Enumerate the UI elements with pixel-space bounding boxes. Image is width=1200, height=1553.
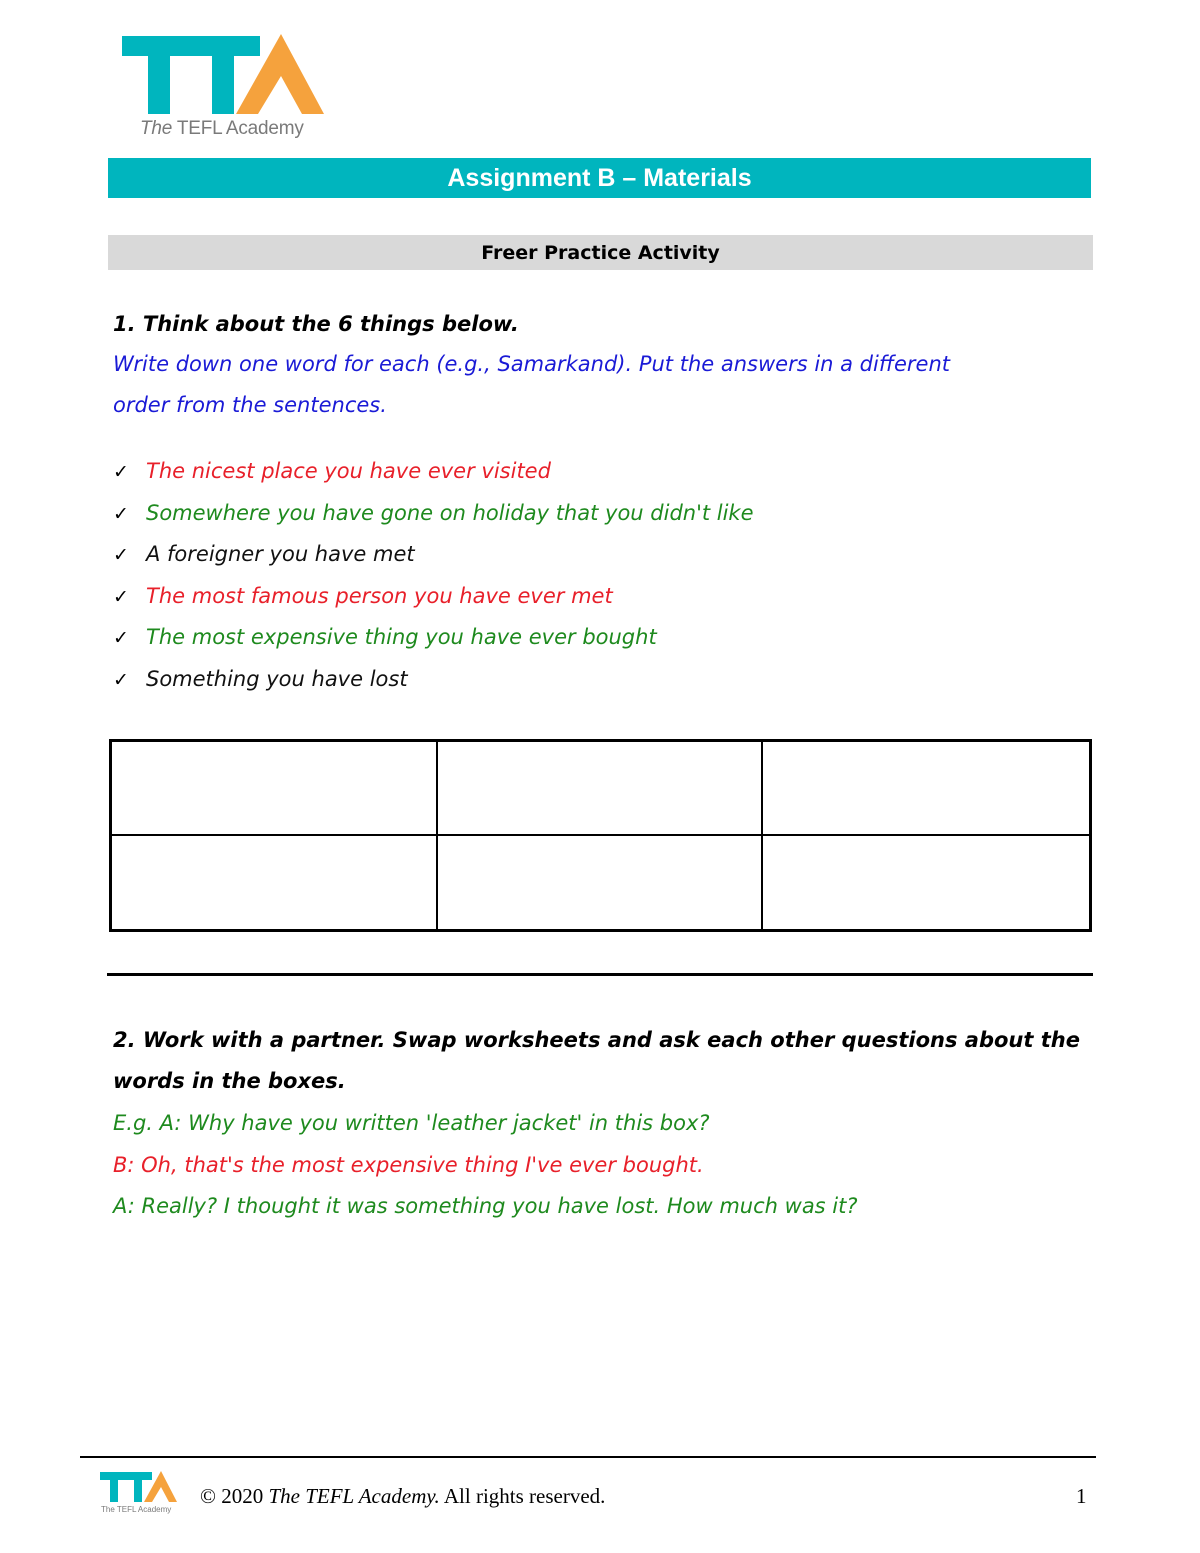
footer-rule xyxy=(80,1456,1096,1458)
checklist-item: ✓ Somewhere you have gone on holiday that you didn't like xyxy=(113,497,754,539)
dialogue-line: A: Really? I thought it was something you have lost. How much was it? xyxy=(113,1194,858,1218)
checklist-item: ✓ The most famous person you have ever met xyxy=(113,580,754,622)
checkmark-icon: ✓ xyxy=(113,668,129,691)
checklist-item: ✓ Something you have lost xyxy=(113,663,754,705)
answer-box[interactable] xyxy=(763,742,1089,836)
section-divider xyxy=(107,973,1093,976)
answer-box[interactable] xyxy=(438,836,764,930)
checkmark-icon: ✓ xyxy=(113,585,129,608)
tta-logo-mark xyxy=(118,30,328,120)
answer-box[interactable] xyxy=(763,836,1089,930)
checklist-item: ✓ The most expensive thing you have ever bought xyxy=(113,621,754,663)
checkmark-icon: ✓ xyxy=(113,502,129,525)
footer-logo xyxy=(99,1468,177,1514)
dialogue-line: B: Oh, that's the most expensive thing I've ever bought. xyxy=(113,1153,704,1177)
tta-small-logo-icon xyxy=(99,1468,177,1514)
footer-logo-caption: The TEFL Academy xyxy=(101,1505,172,1514)
section1-instruction-line2: order from the sentences. xyxy=(113,393,387,417)
activity-subtitle: Freer Practice Activity xyxy=(108,235,1093,270)
checkmark-icon: ✓ xyxy=(113,544,129,566)
section1-instruction-line1: Write down one word for each (e.g., Samarkand). Put the answers in a different xyxy=(113,352,951,376)
checklist-item: ✓ A foreigner you have met xyxy=(113,538,754,580)
checkmark-icon: ✓ xyxy=(113,461,129,483)
answer-box[interactable] xyxy=(112,836,438,930)
answer-box[interactable] xyxy=(112,742,438,836)
checklist-item: ✓ The nicest place you have ever visited xyxy=(113,455,754,497)
copyright-notice: © 2020 The TEFL Academy. All rights reserved. xyxy=(200,1484,606,1508)
dialogue-line: E.g. A: Why have you written 'leather jacket' in this box? xyxy=(113,1111,710,1135)
logo-caption: The TEFL Academy xyxy=(140,118,304,139)
things-checklist xyxy=(113,455,754,704)
section2-heading-line1: 2. Work with a partner. Swap worksheets and ask each other questions about the xyxy=(113,1028,1080,1052)
answer-box[interactable] xyxy=(438,742,764,836)
section1-heading: 1. Think about the 6 things below. xyxy=(113,312,519,336)
section2-heading-line2: words in the boxes. xyxy=(113,1069,346,1093)
assignment-title: Assignment B – Materials xyxy=(108,158,1091,198)
page-number: 1 xyxy=(1076,1484,1087,1508)
answer-boxes-grid xyxy=(109,739,1092,932)
checkmark-icon: ✓ xyxy=(113,627,129,649)
